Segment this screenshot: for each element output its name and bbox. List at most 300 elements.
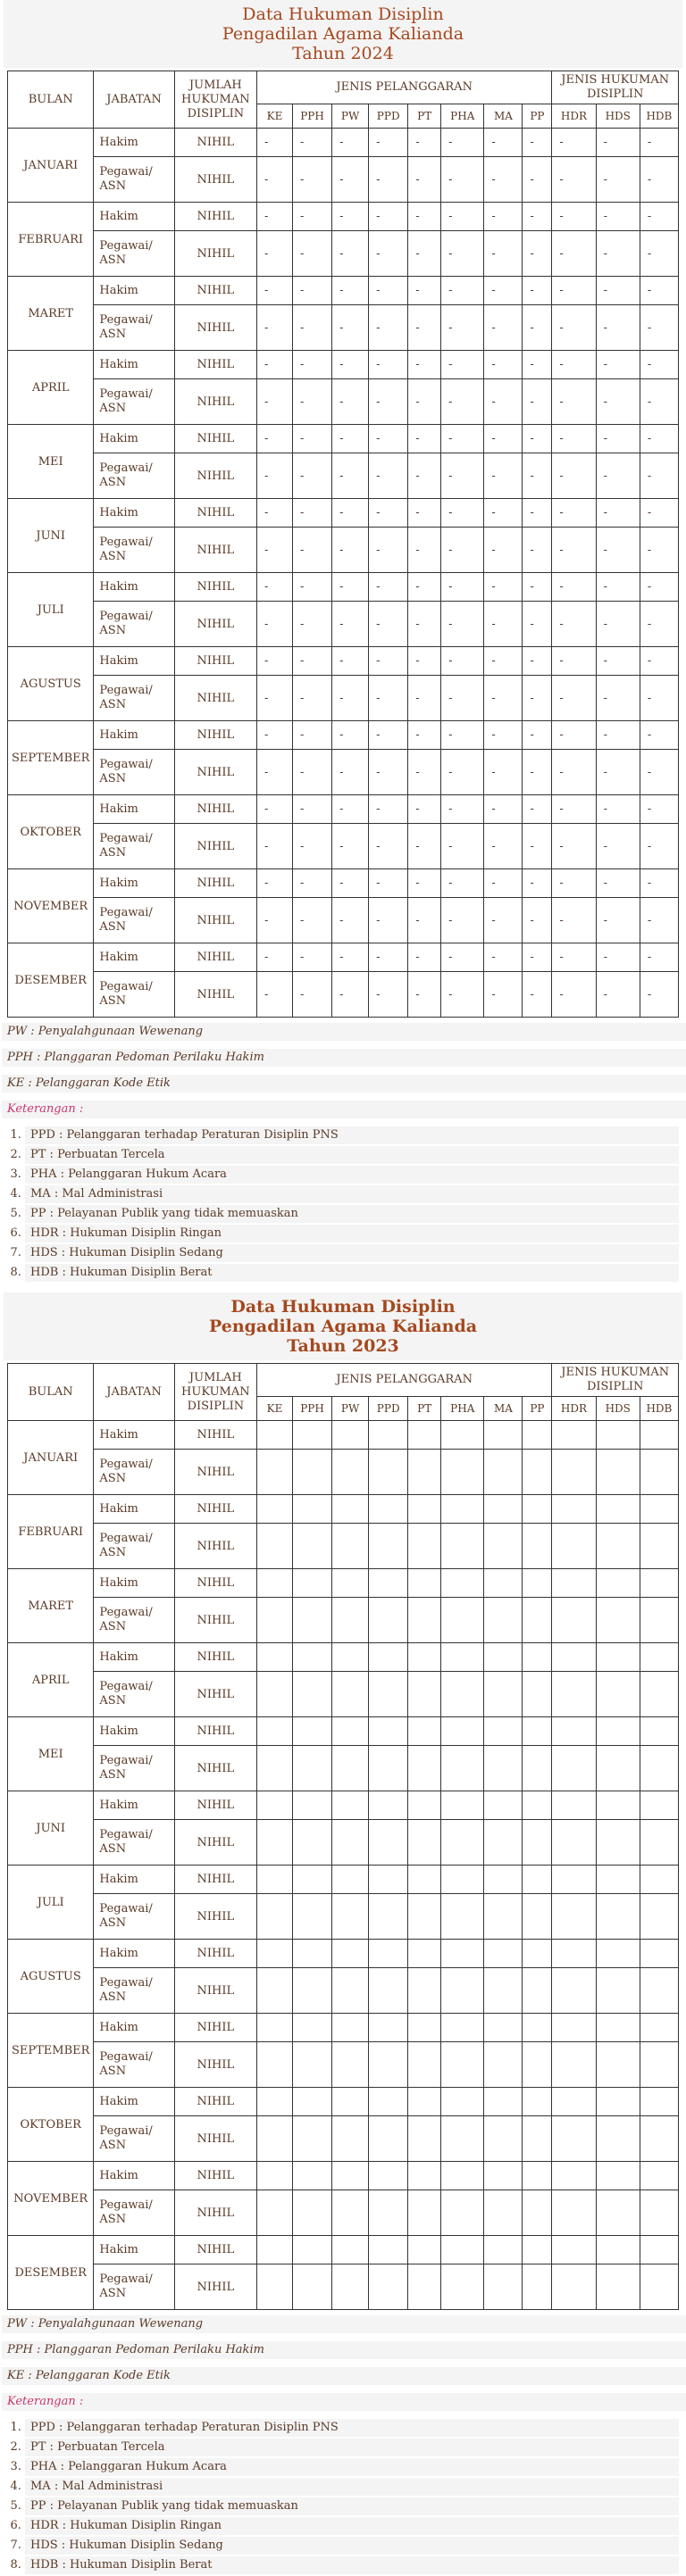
section-title-line: Pengadilan Agama Kalianda	[222, 24, 464, 44]
month-cell: AGUSTUS	[8, 647, 94, 721]
table-row	[8, 898, 679, 943]
header-jenis-pelanggaran: JENIS PELANGGARAN	[257, 1364, 552, 1397]
value-cell: -	[257, 157, 293, 203]
value-cell: -	[293, 943, 332, 972]
notes-block	[0, 1023, 686, 1118]
value-cell: -	[441, 795, 484, 824]
value-cell: -	[596, 231, 640, 277]
value-cell	[484, 1968, 523, 2014]
value-cell	[596, 1894, 640, 1940]
value-cell: -	[332, 721, 369, 750]
value-cell	[369, 2190, 408, 2236]
value-cell	[596, 1746, 640, 1791]
value-cell: -	[523, 351, 552, 379]
value-cell	[523, 1791, 552, 1820]
value-cell	[523, 1820, 552, 1866]
value-cell: -	[523, 795, 552, 824]
value-cell: -	[369, 676, 408, 721]
table-row	[8, 1820, 679, 1866]
value-cell	[257, 1643, 293, 1672]
value-cell: -	[293, 277, 332, 305]
value-cell	[408, 1569, 441, 1598]
value-cell	[484, 1598, 523, 1643]
value-cell: -	[640, 721, 678, 750]
value-cell	[640, 1968, 678, 2014]
value-cell	[257, 2014, 293, 2042]
legend-item: 1. PPD : Pelanggaran terhadap Peraturan Disiplin PNS	[25, 1126, 679, 1144]
legend-item: 3. PHA : Pelanggaran Hukum Acara	[25, 2458, 679, 2476]
role-cell: Hakim	[94, 1421, 174, 1450]
value-cell	[408, 1495, 441, 1524]
value-cell	[552, 2236, 596, 2264]
value-cell	[369, 1598, 408, 1643]
count-cell: NIHIL	[174, 129, 256, 157]
value-cell: -	[332, 676, 369, 721]
value-cell: -	[257, 499, 293, 528]
table-row	[8, 1643, 679, 1672]
value-cell	[441, 2236, 484, 2264]
discipline-table	[7, 1363, 679, 2310]
value-cell	[596, 1524, 640, 1569]
value-cell	[293, 1450, 332, 1495]
value-cell: -	[408, 721, 441, 750]
value-cell	[369, 1450, 408, 1495]
value-cell: -	[441, 972, 484, 1018]
header-col-hdb: HDB	[640, 1397, 678, 1421]
value-cell: -	[332, 795, 369, 824]
value-cell: -	[484, 602, 523, 647]
value-cell: -	[484, 528, 523, 573]
value-cell: -	[408, 305, 441, 351]
table-row	[8, 1421, 679, 1450]
value-cell	[596, 1820, 640, 1866]
value-cell: -	[523, 499, 552, 528]
table-row	[8, 2014, 679, 2042]
value-cell: -	[640, 602, 678, 647]
header-col-hdr: HDR	[552, 1397, 596, 1421]
count-cell: NIHIL	[174, 1717, 256, 1746]
value-cell: -	[484, 425, 523, 453]
count-cell: NIHIL	[174, 676, 256, 721]
value-cell: -	[408, 499, 441, 528]
value-cell: -	[640, 647, 678, 676]
value-cell: -	[369, 157, 408, 203]
table-row	[8, 2264, 679, 2310]
value-cell	[596, 2116, 640, 2162]
value-cell	[408, 2236, 441, 2264]
value-cell	[408, 2042, 441, 2088]
role-cell: Pegawai/ ASN	[94, 528, 174, 573]
value-cell: -	[523, 647, 552, 676]
table-row	[8, 943, 679, 972]
value-cell	[369, 1717, 408, 1746]
value-cell	[369, 1495, 408, 1524]
value-cell	[552, 2190, 596, 2236]
value-cell: -	[484, 305, 523, 351]
table-row	[8, 1524, 679, 1569]
value-cell	[408, 1820, 441, 1866]
value-cell	[293, 1598, 332, 1643]
value-cell	[596, 1643, 640, 1672]
value-cell	[640, 2264, 678, 2310]
value-cell	[552, 1717, 596, 1746]
role-cell: Pegawai/ ASN	[94, 157, 174, 203]
value-cell	[484, 2088, 523, 2116]
value-cell	[523, 1968, 552, 2014]
value-cell	[293, 1643, 332, 1672]
value-cell	[369, 1968, 408, 2014]
value-cell: -	[523, 676, 552, 721]
value-cell: -	[596, 453, 640, 499]
header-col-ppd: PPD	[369, 104, 408, 129]
discipline-table	[7, 71, 679, 1018]
table-row	[8, 2116, 679, 2162]
count-cell: NIHIL	[174, 972, 256, 1018]
count-cell: NIHIL	[174, 1672, 256, 1717]
count-cell: NIHIL	[174, 528, 256, 573]
header-bulan: BULAN	[8, 71, 94, 129]
role-cell: Hakim	[94, 2236, 174, 2264]
table-row	[8, 750, 679, 795]
value-cell	[640, 2162, 678, 2190]
value-cell	[408, 1791, 441, 1820]
value-cell: -	[408, 869, 441, 898]
header-col-pt: PT	[408, 104, 441, 129]
value-cell	[640, 2190, 678, 2236]
section-title-line: Tahun 2024	[292, 44, 394, 63]
value-cell	[332, 2088, 369, 2116]
value-cell	[332, 1820, 369, 1866]
keterangan-label: Keterangan :	[2, 2393, 686, 2411]
value-cell: -	[293, 750, 332, 795]
value-cell: -	[441, 379, 484, 425]
value-cell: -	[484, 157, 523, 203]
value-cell	[293, 2116, 332, 2162]
value-cell	[293, 1524, 332, 1569]
value-cell: -	[332, 943, 369, 972]
value-cell: -	[332, 972, 369, 1018]
value-cell: -	[293, 425, 332, 453]
value-cell: -	[257, 129, 293, 157]
value-cell	[441, 1717, 484, 1746]
value-cell	[408, 1643, 441, 1672]
value-cell: -	[369, 721, 408, 750]
value-cell	[408, 2088, 441, 2116]
role-cell: Hakim	[94, 1940, 174, 1968]
role-cell: Pegawai/ ASN	[94, 1894, 174, 1940]
count-cell: NIHIL	[174, 1421, 256, 1450]
value-cell: -	[369, 379, 408, 425]
value-cell: -	[332, 157, 369, 203]
value-cell	[484, 1866, 523, 1894]
value-cell	[257, 2088, 293, 2116]
header-jenis-hukuman: JENIS HUKUMAN DISIPLIN	[552, 1364, 679, 1397]
value-cell	[293, 1866, 332, 1894]
value-cell: -	[552, 573, 596, 602]
value-cell	[332, 1495, 369, 1524]
value-cell	[640, 1421, 678, 1450]
table-row	[8, 203, 679, 231]
header-col-pp: PP	[523, 1397, 552, 1421]
value-cell	[332, 2190, 369, 2236]
value-cell: -	[441, 824, 484, 869]
value-cell: -	[408, 573, 441, 602]
table-row	[8, 1894, 679, 1940]
value-cell: -	[369, 305, 408, 351]
header-col-ke: KE	[257, 1397, 293, 1421]
value-cell	[640, 2088, 678, 2116]
value-cell: -	[257, 750, 293, 795]
value-cell	[596, 2042, 640, 2088]
value-cell: -	[484, 869, 523, 898]
value-cell	[552, 1450, 596, 1495]
count-cell: NIHIL	[174, 1894, 256, 1940]
legend-item: 6. HDR : Hukuman Disiplin Ringan	[25, 2517, 679, 2535]
value-cell: -	[523, 972, 552, 1018]
value-cell	[552, 1643, 596, 1672]
count-cell: NIHIL	[174, 721, 256, 750]
value-cell	[293, 1968, 332, 2014]
value-cell: -	[640, 573, 678, 602]
month-cell: NOVEMBER	[8, 2162, 94, 2236]
value-cell: -	[441, 528, 484, 573]
table-row	[8, 972, 679, 1018]
value-cell: -	[552, 231, 596, 277]
value-cell	[552, 1940, 596, 1968]
value-cell	[596, 1450, 640, 1495]
count-cell: NIHIL	[174, 425, 256, 453]
value-cell	[369, 1791, 408, 1820]
month-cell: MEI	[8, 425, 94, 499]
value-cell	[640, 1820, 678, 1866]
value-cell	[640, 1672, 678, 1717]
value-cell: -	[441, 453, 484, 499]
role-cell: Hakim	[94, 2014, 174, 2042]
count-cell: NIHIL	[174, 157, 256, 203]
value-cell: -	[640, 972, 678, 1018]
value-cell	[441, 1450, 484, 1495]
month-cell: OKTOBER	[8, 2088, 94, 2162]
value-cell: -	[293, 795, 332, 824]
role-cell: Hakim	[94, 499, 174, 528]
value-cell	[523, 2042, 552, 2088]
legend-item: 8. HDB : Hukuman Disiplin Berat	[25, 2556, 679, 2574]
count-cell: NIHIL	[174, 795, 256, 824]
value-cell	[257, 2236, 293, 2264]
value-cell: -	[523, 898, 552, 943]
value-cell	[369, 2088, 408, 2116]
value-cell: -	[332, 231, 369, 277]
value-cell: -	[441, 750, 484, 795]
value-cell: -	[257, 721, 293, 750]
value-cell	[484, 1791, 523, 1820]
value-cell: -	[596, 573, 640, 602]
role-cell: Pegawai/ ASN	[94, 2042, 174, 2088]
table-row	[8, 1598, 679, 1643]
table-row	[8, 2042, 679, 2088]
value-cell: -	[640, 824, 678, 869]
table-row	[8, 351, 679, 379]
value-cell	[484, 1643, 523, 1672]
value-cell: -	[552, 453, 596, 499]
value-cell	[484, 2236, 523, 2264]
role-cell: Hakim	[94, 1495, 174, 1524]
value-cell: -	[441, 573, 484, 602]
count-cell: NIHIL	[174, 2264, 256, 2310]
value-cell: -	[369, 351, 408, 379]
section-title	[4, 1292, 682, 1360]
value-cell: -	[552, 602, 596, 647]
value-cell	[257, 1968, 293, 2014]
value-cell: -	[552, 157, 596, 203]
value-cell	[441, 1672, 484, 1717]
value-cell	[408, 1717, 441, 1746]
value-cell	[332, 1940, 369, 1968]
value-cell	[257, 2190, 293, 2236]
value-cell	[523, 1866, 552, 1894]
table-row	[8, 1968, 679, 2014]
role-cell: Pegawai/ ASN	[94, 305, 174, 351]
value-cell: -	[441, 943, 484, 972]
count-cell: NIHIL	[174, 2014, 256, 2042]
value-cell	[640, 2014, 678, 2042]
value-cell	[484, 2162, 523, 2190]
section-title	[4, 0, 682, 68]
month-cell: APRIL	[8, 351, 94, 425]
table-row	[8, 1569, 679, 1598]
count-cell: NIHIL	[174, 351, 256, 379]
value-cell	[441, 1940, 484, 1968]
count-cell: NIHIL	[174, 1524, 256, 1569]
value-cell	[484, 1450, 523, 1495]
count-cell: NIHIL	[174, 1495, 256, 1524]
count-cell: NIHIL	[174, 2042, 256, 2088]
value-cell: -	[369, 453, 408, 499]
value-cell: -	[484, 129, 523, 157]
value-cell: -	[408, 824, 441, 869]
value-cell: -	[552, 129, 596, 157]
value-cell: -	[596, 528, 640, 573]
value-cell	[408, 1894, 441, 1940]
value-cell: -	[596, 379, 640, 425]
value-cell: -	[257, 972, 293, 1018]
value-cell: -	[640, 129, 678, 157]
value-cell	[552, 1598, 596, 1643]
role-cell: Hakim	[94, 1643, 174, 1672]
value-cell: -	[441, 203, 484, 231]
note-line: PW : Penyalahgunaan Wewenang	[2, 1023, 686, 1041]
count-cell: NIHIL	[174, 203, 256, 231]
value-cell: -	[640, 898, 678, 943]
value-cell	[293, 2162, 332, 2190]
role-cell: Hakim	[94, 1791, 174, 1820]
header-jumlah: JUMLAH HUKUMAN DISIPLIN	[174, 71, 256, 129]
header-col-ke: KE	[257, 104, 293, 129]
role-cell: Pegawai/ ASN	[94, 2190, 174, 2236]
value-cell	[484, 1820, 523, 1866]
value-cell	[293, 1894, 332, 1940]
value-cell	[293, 2088, 332, 2116]
value-cell: -	[369, 898, 408, 943]
header-col-hds: HDS	[596, 104, 640, 129]
value-cell: -	[484, 351, 523, 379]
value-cell: -	[523, 943, 552, 972]
value-cell	[441, 1495, 484, 1524]
value-cell	[484, 1495, 523, 1524]
header-jabatan: JABATAN	[94, 1364, 174, 1421]
value-cell	[257, 1746, 293, 1791]
value-cell: -	[484, 647, 523, 676]
value-cell	[523, 2190, 552, 2236]
value-cell	[484, 1746, 523, 1791]
value-cell	[596, 1598, 640, 1643]
value-cell	[640, 1569, 678, 1598]
role-cell: Pegawai/ ASN	[94, 898, 174, 943]
value-cell: -	[257, 231, 293, 277]
header-jenis-pelanggaran: JENIS PELANGGARAN	[257, 71, 552, 104]
count-cell: NIHIL	[174, 1450, 256, 1495]
value-cell: -	[523, 750, 552, 795]
value-cell	[552, 1421, 596, 1450]
role-cell: Pegawai/ ASN	[94, 1598, 174, 1643]
value-cell	[552, 2088, 596, 2116]
value-cell	[441, 1598, 484, 1643]
table-row	[8, 869, 679, 898]
value-cell: -	[369, 647, 408, 676]
value-cell	[441, 2088, 484, 2116]
header-jabatan: JABATAN	[94, 71, 174, 129]
count-cell: NIHIL	[174, 602, 256, 647]
value-cell	[640, 1746, 678, 1791]
value-cell	[408, 1598, 441, 1643]
value-cell	[640, 1791, 678, 1820]
value-cell: -	[257, 453, 293, 499]
section-title-line: Data Hukuman Disiplin	[242, 4, 444, 24]
table-row	[8, 425, 679, 453]
count-cell: NIHIL	[174, 277, 256, 305]
value-cell: -	[369, 499, 408, 528]
value-cell: -	[257, 943, 293, 972]
value-cell	[441, 2190, 484, 2236]
value-cell: -	[523, 305, 552, 351]
value-cell: -	[332, 898, 369, 943]
month-cell: JUNI	[8, 1791, 94, 1866]
month-cell: OKTOBER	[8, 795, 94, 869]
value-cell	[332, 1791, 369, 1820]
value-cell	[596, 2162, 640, 2190]
value-cell: -	[408, 203, 441, 231]
value-cell: -	[257, 203, 293, 231]
value-cell: -	[596, 721, 640, 750]
legend-item: 4. MA : Mal Administrasi	[25, 1185, 679, 1203]
table-row	[8, 795, 679, 824]
value-cell: -	[293, 647, 332, 676]
value-cell	[369, 2116, 408, 2162]
note-line: KE : Pelanggaran Kode Etik	[2, 1075, 686, 1093]
value-cell: -	[408, 453, 441, 499]
value-cell: -	[408, 528, 441, 573]
legend-item: 3. PHA : Pelanggaran Hukum Acara	[25, 1166, 679, 1184]
header-col-pha: PHA	[441, 104, 484, 129]
value-cell	[523, 2162, 552, 2190]
value-cell	[441, 2014, 484, 2042]
value-cell: -	[369, 795, 408, 824]
value-cell	[332, 1672, 369, 1717]
month-cell: MEI	[8, 1717, 94, 1791]
count-cell: NIHIL	[174, 305, 256, 351]
count-cell: NIHIL	[174, 1968, 256, 2014]
value-cell: -	[293, 676, 332, 721]
